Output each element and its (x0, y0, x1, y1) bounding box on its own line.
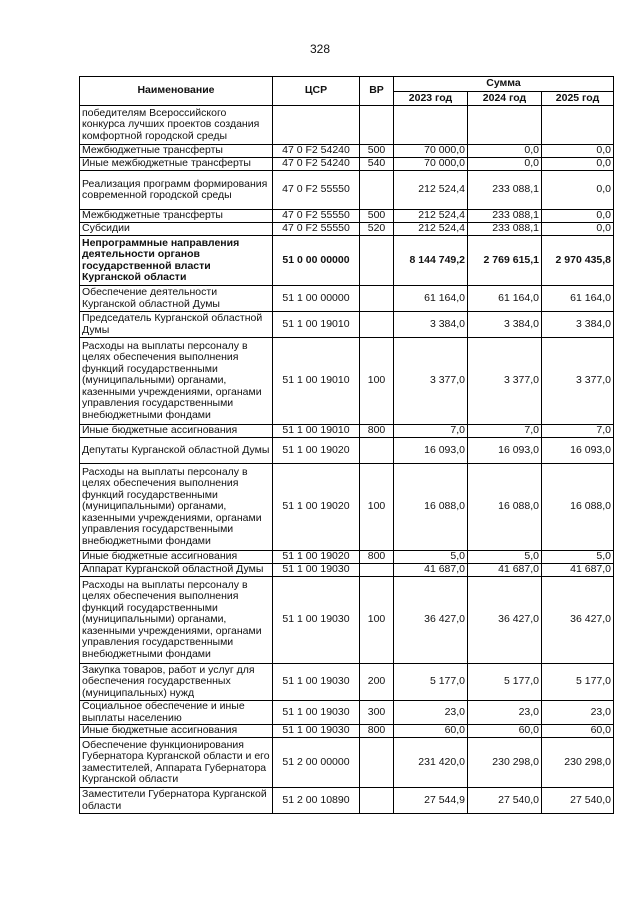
cell-2023: 16 088,0 (394, 464, 468, 551)
table-row (80, 788, 614, 814)
column-header-2024: 2024 год (468, 91, 542, 106)
cell-2023: 5 177,0 (394, 664, 468, 701)
cell-2025: 16 093,0 (542, 438, 614, 464)
cell-csr (273, 106, 360, 145)
table-row (80, 106, 614, 145)
cell-name: Социальное обеспечение и иные выплаты населению (80, 701, 273, 725)
cell-name: Расходы на выплаты персоналу в целях обеспечения выполнения функций государственными (муниципальными) органами, казенными учреждениями, органами управления государственными внебюджетными фондами (80, 464, 273, 551)
cell-2025: 0,0 (542, 158, 614, 171)
cell-2024: 2 769 615,1 (468, 236, 542, 286)
cell-csr: 51 1 00 19020 (273, 464, 360, 551)
cell-2023: 70 000,0 (394, 158, 468, 171)
cell-2024: 230 298,0 (468, 738, 542, 788)
cell-vr (360, 564, 394, 577)
cell-name: Закупка товаров, работ и услуг для обеспечения государственных (муниципальных) нужд (80, 664, 273, 701)
cell-2024: 0,0 (468, 145, 542, 158)
cell-2025: 60,0 (542, 725, 614, 738)
table-row (80, 464, 614, 551)
cell-name: Непрограммные направления деятельности органов государственной власти Курганской области (80, 236, 273, 286)
cell-2024 (468, 106, 542, 145)
cell-2024: 16 088,0 (468, 464, 542, 551)
cell-2024: 5,0 (468, 551, 542, 564)
cell-name: Расходы на выплаты персоналу в целях обеспечения выполнения функций государственными (муниципальными) органами, казенными учреждениями, органами управления государственными внебюджетными фондами (80, 577, 273, 664)
cell-name: Иные бюджетные ассигнования (80, 425, 273, 438)
table-row (80, 564, 614, 577)
cell-2023: 212 524,4 (394, 171, 468, 210)
cell-vr (360, 312, 394, 338)
table-body (80, 106, 614, 814)
cell-name: Иные межбюджетные трансферты (80, 158, 273, 171)
cell-2024: 3 384,0 (468, 312, 542, 338)
cell-2025: 0,0 (542, 145, 614, 158)
cell-csr: 51 2 00 10890 (273, 788, 360, 814)
cell-csr: 47 0 F2 55550 (273, 210, 360, 223)
cell-csr: 51 1 00 19010 (273, 312, 360, 338)
table-row (80, 725, 614, 738)
cell-2025: 16 088,0 (542, 464, 614, 551)
cell-name: Иные бюджетные ассигнования (80, 551, 273, 564)
cell-2025: 27 540,0 (542, 788, 614, 814)
cell-csr: 51 1 00 19030 (273, 564, 360, 577)
cell-csr: 47 0 F2 55550 (273, 171, 360, 210)
cell-vr: 500 (360, 210, 394, 223)
cell-2023 (394, 106, 468, 145)
cell-2024: 3 377,0 (468, 338, 542, 425)
cell-2023: 41 687,0 (394, 564, 468, 577)
cell-csr: 51 2 00 00000 (273, 738, 360, 788)
cell-2025: 23,0 (542, 701, 614, 725)
cell-2023: 3 384,0 (394, 312, 468, 338)
cell-2023: 5,0 (394, 551, 468, 564)
cell-2025: 41 687,0 (542, 564, 614, 577)
table-row (80, 210, 614, 223)
cell-2024: 233 088,1 (468, 210, 542, 223)
table-row (80, 286, 614, 312)
cell-vr: 800 (360, 725, 394, 738)
cell-2023: 60,0 (394, 725, 468, 738)
cell-name: Межбюджетные трансферты (80, 145, 273, 158)
table-row (80, 425, 614, 438)
column-header-2025: 2025 год (542, 91, 614, 106)
cell-csr: 51 0 00 00000 (273, 236, 360, 286)
cell-2025: 230 298,0 (542, 738, 614, 788)
cell-2023: 212 524,4 (394, 210, 468, 223)
table-row (80, 664, 614, 701)
cell-name: Расходы на выплаты персоналу в целях обеспечения выполнения функций государственными (муниципальными) органами, казенными учреждениями, органами управления государственными внебюджетными фондами (80, 338, 273, 425)
cell-2023: 70 000,0 (394, 145, 468, 158)
cell-2024: 60,0 (468, 725, 542, 738)
cell-vr: 800 (360, 425, 394, 438)
cell-name: Реализация программ формирования современной городской среды (80, 171, 273, 210)
cell-csr: 51 1 00 19020 (273, 551, 360, 564)
cell-2025: 3 377,0 (542, 338, 614, 425)
cell-vr (360, 438, 394, 464)
table-row (80, 223, 614, 236)
cell-vr: 300 (360, 701, 394, 725)
page-number: 328 (309, 42, 331, 56)
cell-2023: 36 427,0 (394, 577, 468, 664)
cell-2025: 7,0 (542, 425, 614, 438)
cell-csr: 51 1 00 00000 (273, 286, 360, 312)
cell-name: Межбюджетные трансферты (80, 210, 273, 223)
cell-vr (360, 171, 394, 210)
cell-csr: 51 1 00 19030 (273, 577, 360, 664)
table-row (80, 577, 614, 664)
cell-name: Субсидии (80, 223, 273, 236)
cell-name: Аппарат Курганской областной Думы (80, 564, 273, 577)
cell-2025: 0,0 (542, 171, 614, 210)
cell-2024: 36 427,0 (468, 577, 542, 664)
budget-table (79, 76, 614, 814)
table-row (80, 171, 614, 210)
column-header-sum: Сумма (394, 77, 614, 92)
cell-2023: 16 093,0 (394, 438, 468, 464)
cell-2024: 5 177,0 (468, 664, 542, 701)
table-row (80, 312, 614, 338)
cell-2023: 212 524,4 (394, 223, 468, 236)
cell-2025: 36 427,0 (542, 577, 614, 664)
column-header-csr: ЦСР (273, 77, 360, 106)
cell-vr (360, 788, 394, 814)
cell-2025 (542, 106, 614, 145)
cell-2024: 27 540,0 (468, 788, 542, 814)
cell-2023: 8 144 749,2 (394, 236, 468, 286)
cell-vr: 200 (360, 664, 394, 701)
cell-name: Председатель Курганской областной Думы (80, 312, 273, 338)
table-row (80, 236, 614, 286)
cell-2024: 23,0 (468, 701, 542, 725)
cell-csr: 51 1 00 19030 (273, 664, 360, 701)
cell-2025: 0,0 (542, 210, 614, 223)
cell-vr (360, 738, 394, 788)
cell-2024: 41 687,0 (468, 564, 542, 577)
cell-vr (360, 236, 394, 286)
cell-vr: 100 (360, 577, 394, 664)
cell-vr (360, 286, 394, 312)
cell-2024: 233 088,1 (468, 223, 542, 236)
cell-name: Заместители Губернатора Курганской области (80, 788, 273, 814)
cell-2024: 7,0 (468, 425, 542, 438)
cell-name: Обеспечение функционирования Губернатора Курганской области и его заместителей, Аппарата Губернатора Курганской области (80, 738, 273, 788)
cell-vr: 500 (360, 145, 394, 158)
cell-csr: 51 1 00 19030 (273, 701, 360, 725)
column-header-2023: 2023 год (394, 91, 468, 106)
table-row (80, 158, 614, 171)
cell-2024: 0,0 (468, 158, 542, 171)
cell-vr: 100 (360, 464, 394, 551)
column-header-name: Наименование (80, 77, 273, 106)
cell-2025: 5,0 (542, 551, 614, 564)
cell-vr: 800 (360, 551, 394, 564)
cell-vr: 520 (360, 223, 394, 236)
cell-2025: 3 384,0 (542, 312, 614, 338)
table-row (80, 438, 614, 464)
cell-csr: 47 0 F2 54240 (273, 145, 360, 158)
cell-2025: 5 177,0 (542, 664, 614, 701)
cell-vr (360, 106, 394, 145)
cell-2024: 16 093,0 (468, 438, 542, 464)
cell-2025: 61 164,0 (542, 286, 614, 312)
cell-csr: 51 1 00 19030 (273, 725, 360, 738)
cell-2024: 61 164,0 (468, 286, 542, 312)
cell-csr: 47 0 F2 55550 (273, 223, 360, 236)
table-row (80, 338, 614, 425)
column-header-vr: ВР (360, 77, 394, 106)
table-row (80, 738, 614, 788)
cell-2025: 0,0 (542, 223, 614, 236)
cell-name: Иные бюджетные ассигнования (80, 725, 273, 738)
cell-2023: 61 164,0 (394, 286, 468, 312)
cell-vr: 540 (360, 158, 394, 171)
table-row (80, 701, 614, 725)
cell-2025: 2 970 435,8 (542, 236, 614, 286)
cell-name: Обеспечение деятельности Курганской областной Думы (80, 286, 273, 312)
table-row (80, 551, 614, 564)
cell-csr: 51 1 00 19020 (273, 438, 360, 464)
cell-2023: 231 420,0 (394, 738, 468, 788)
cell-csr: 51 1 00 19010 (273, 338, 360, 425)
cell-2023: 3 377,0 (394, 338, 468, 425)
cell-vr: 100 (360, 338, 394, 425)
cell-csr: 47 0 F2 54240 (273, 158, 360, 171)
table-row (80, 145, 614, 158)
cell-2023: 7,0 (394, 425, 468, 438)
cell-name: победителям Всероссийского конкурса лучших проектов создания комфортной городской среды (80, 106, 273, 145)
cell-2023: 27 544,9 (394, 788, 468, 814)
cell-2024: 233 088,1 (468, 171, 542, 210)
cell-csr: 51 1 00 19010 (273, 425, 360, 438)
cell-2023: 23,0 (394, 701, 468, 725)
cell-name: Депутаты Курганской областной Думы (80, 438, 273, 464)
